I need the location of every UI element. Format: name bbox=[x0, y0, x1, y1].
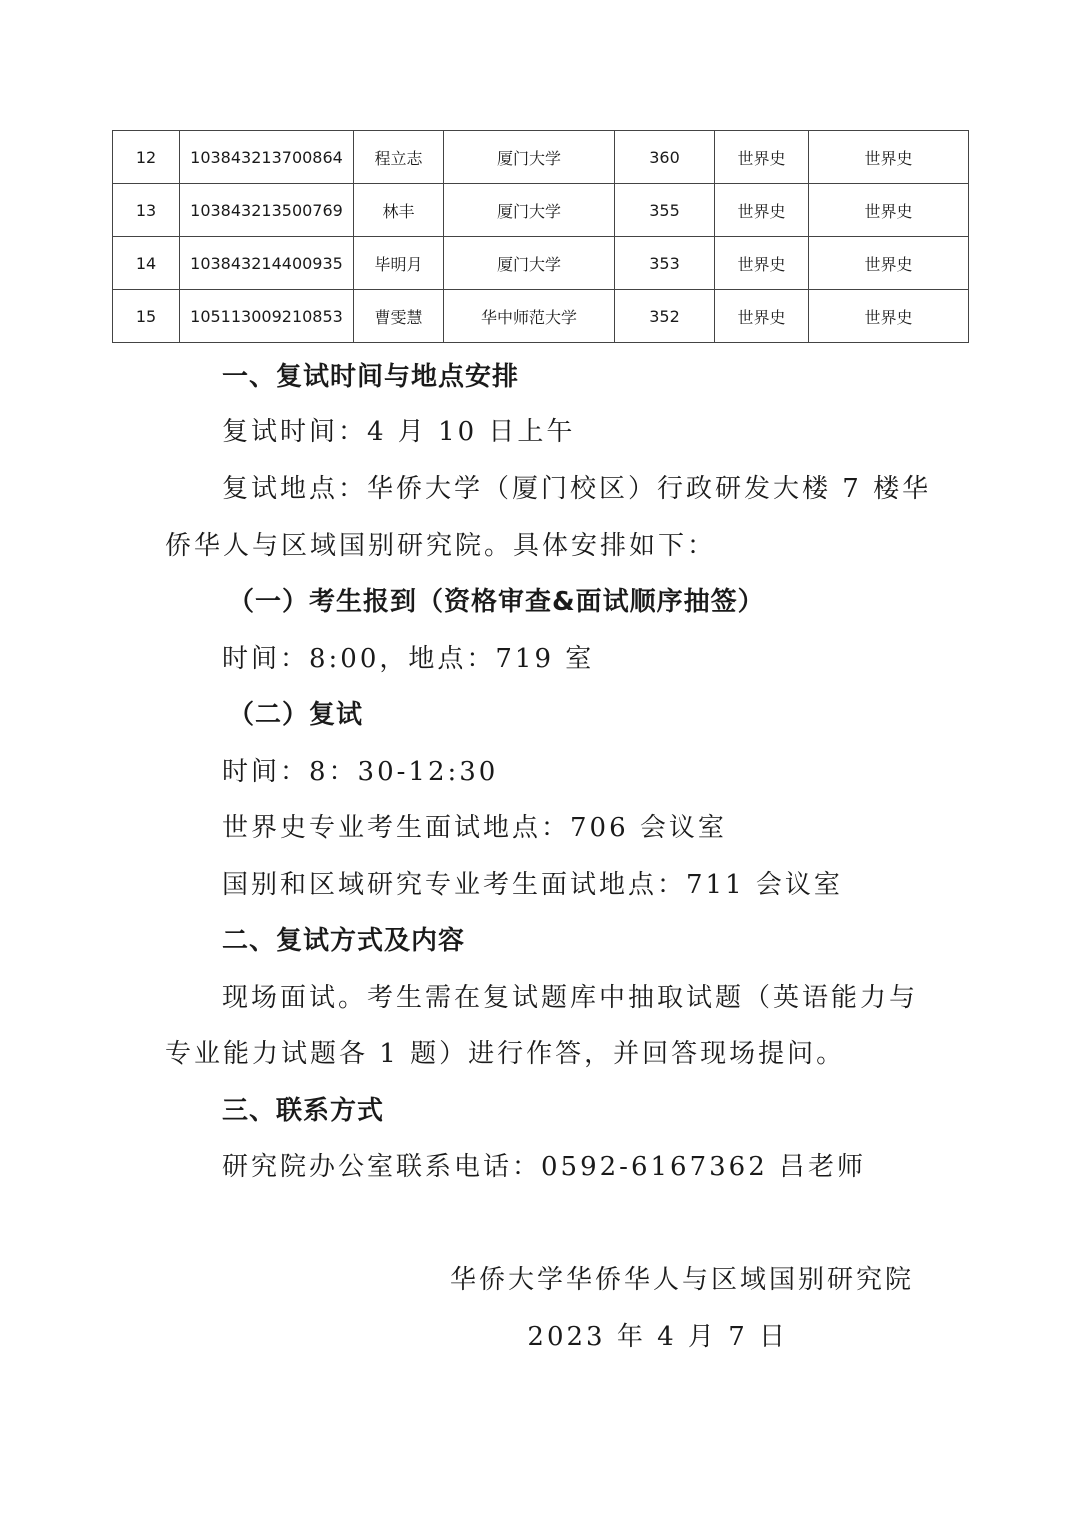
regional-studies-venue: 国别和区域研究专业考生面试地点：711 会议室 bbox=[222, 870, 843, 900]
table-row bbox=[113, 237, 969, 290]
retest-time-range: 时间：8：30-12:30 bbox=[222, 757, 499, 787]
cell-score: 352 bbox=[615, 290, 715, 343]
subsection2-heading: （二）复试 bbox=[228, 700, 364, 730]
cell-exam-id: 105113009210853 bbox=[180, 290, 354, 343]
cell-score: 355 bbox=[615, 184, 715, 237]
retest-place-line-2: 侨华人与区域国别研究院。具体安排如下： bbox=[165, 531, 717, 561]
cell-major-admit: 世界史 bbox=[809, 290, 969, 343]
report-time-place: 时间：8:00，地点：719 室 bbox=[222, 644, 595, 674]
table-row bbox=[113, 290, 969, 343]
signature-date: 2023 年 4 月 7 日 bbox=[527, 1322, 788, 1352]
method-line-2: 专业能力试题各 1 题）进行作答，并回答现场提问。 bbox=[165, 1039, 846, 1069]
cell-no: 13 bbox=[113, 184, 180, 237]
section1-heading: 一、复试时间与地点安排 bbox=[222, 362, 520, 392]
cell-score: 360 bbox=[615, 131, 715, 184]
section2-heading: 二、复试方式及内容 bbox=[222, 926, 466, 956]
retest-time: 复试时间：4 月 10 日上午 bbox=[222, 417, 576, 447]
cell-school: 华中师范大学 bbox=[444, 290, 615, 343]
cell-no: 14 bbox=[113, 237, 180, 290]
table-row bbox=[113, 184, 969, 237]
cell-exam-id: 103843214400935 bbox=[180, 237, 354, 290]
cell-school: 厦门大学 bbox=[444, 237, 615, 290]
cell-major-applied: 世界史 bbox=[715, 290, 809, 343]
cell-major-admit: 世界史 bbox=[809, 237, 969, 290]
world-history-venue: 世界史专业考生面试地点：706 会议室 bbox=[222, 813, 727, 843]
cell-no: 12 bbox=[113, 131, 180, 184]
cell-major-admit: 世界史 bbox=[809, 184, 969, 237]
subsection1-heading: （一）考生报到（资格审查&面试顺序抽签） bbox=[228, 587, 765, 617]
cell-exam-id: 103843213700864 bbox=[180, 131, 354, 184]
cell-no: 15 bbox=[113, 290, 180, 343]
cell-major-applied: 世界史 bbox=[715, 184, 809, 237]
cell-name: 林丰 bbox=[354, 184, 444, 237]
cell-name: 曹雯慧 bbox=[354, 290, 444, 343]
cell-name: 程立志 bbox=[354, 131, 444, 184]
cell-major-applied: 世界史 bbox=[715, 131, 809, 184]
signature-org: 华侨大学华侨华人与区域国别研究院 bbox=[449, 1265, 914, 1295]
table-row bbox=[113, 131, 969, 184]
cell-exam-id: 103843213500769 bbox=[180, 184, 354, 237]
cell-school: 厦门大学 bbox=[444, 184, 615, 237]
cell-major-applied: 世界史 bbox=[715, 237, 809, 290]
cell-major-admit: 世界史 bbox=[809, 131, 969, 184]
cell-school: 厦门大学 bbox=[444, 131, 615, 184]
cell-score: 353 bbox=[615, 237, 715, 290]
section3-heading: 三、联系方式 bbox=[222, 1096, 385, 1126]
retest-place-line-1: 复试地点：华侨大学（厦门校区）行政研发大楼 7 楼华 bbox=[222, 474, 932, 504]
candidate-table bbox=[112, 130, 969, 343]
contact-line: 研究院办公室联系电话：0592-6167362 吕老师 bbox=[222, 1152, 867, 1182]
cell-name: 毕明月 bbox=[354, 237, 444, 290]
method-line-1: 现场面试。考生需在复试题库中抽取试题（英语能力与 bbox=[222, 983, 919, 1013]
